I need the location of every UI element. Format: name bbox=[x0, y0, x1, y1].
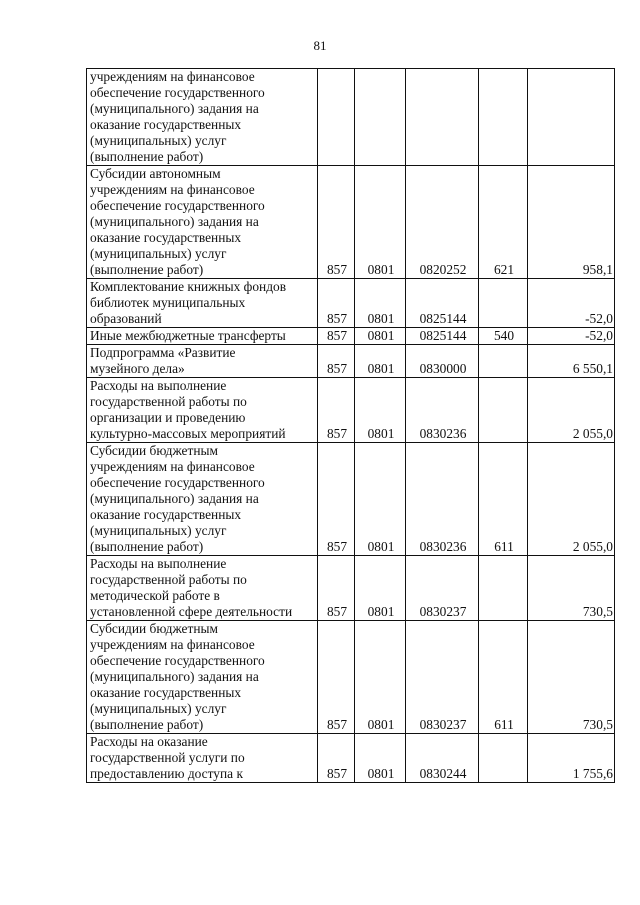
row-expense-type bbox=[479, 734, 528, 783]
row-target-code: 0825144 bbox=[406, 279, 479, 328]
row-ved: 857 bbox=[318, 621, 355, 734]
table-row bbox=[87, 378, 615, 443]
row-ved: 857 bbox=[318, 378, 355, 443]
table-row bbox=[87, 345, 615, 378]
row-name-cell bbox=[87, 166, 318, 279]
row-target-code bbox=[406, 69, 479, 166]
row-section: 0801 bbox=[355, 443, 406, 556]
row-section: 0801 bbox=[355, 556, 406, 621]
row-section: 0801 bbox=[355, 345, 406, 378]
row-sum: 1 755,6 bbox=[528, 734, 615, 783]
table-row bbox=[87, 443, 615, 556]
row-target-code: 0830000 bbox=[406, 345, 479, 378]
row-name-cell bbox=[87, 279, 318, 328]
table-row bbox=[87, 69, 615, 166]
row-name-cell bbox=[87, 69, 318, 166]
row-sum: 2 055,0 bbox=[528, 378, 615, 443]
row-target-code: 0820252 bbox=[406, 166, 479, 279]
row-name: Расходы на оказание государственной услуги по предоставлению доступа к bbox=[90, 734, 245, 781]
row-sum: 958,1 bbox=[528, 166, 615, 279]
page-number: 81 bbox=[313, 38, 327, 53]
row-name: Расходы на выполнение государственной работы по организации и проведению культурно-массовых мероприятий bbox=[90, 378, 286, 441]
row-ved: 857 bbox=[318, 556, 355, 621]
table-row bbox=[87, 621, 615, 734]
row-sum: 2 055,0 bbox=[528, 443, 615, 556]
row-expense-type bbox=[479, 345, 528, 378]
row-sum: 730,5 bbox=[528, 556, 615, 621]
row-section: 0801 bbox=[355, 734, 406, 783]
row-name-cell bbox=[87, 556, 318, 621]
row-name: Субсидии бюджетным учреждениям на финансовое обеспечение государственного (муниципального) задания на оказание государственных (муниципальных) услуг (выполнение работ) bbox=[90, 443, 265, 554]
row-sum: -52,0 bbox=[528, 279, 615, 328]
row-expense-type: 621 bbox=[479, 166, 528, 279]
row-target-code: 0830244 bbox=[406, 734, 479, 783]
row-expense-type bbox=[479, 556, 528, 621]
budget-table bbox=[86, 68, 615, 783]
row-ved: 857 bbox=[318, 734, 355, 783]
row-sum bbox=[528, 69, 615, 166]
row-section bbox=[355, 69, 406, 166]
row-expense-type: 540 bbox=[479, 328, 528, 345]
row-target-code: 0830237 bbox=[406, 556, 479, 621]
row-expense-type: 611 bbox=[479, 621, 528, 734]
table-row bbox=[87, 328, 615, 345]
row-ved: 857 bbox=[318, 345, 355, 378]
row-name: Расходы на выполнение государственной работы по методической работе в установленной сфере деятельности bbox=[90, 556, 293, 619]
row-name-cell bbox=[87, 378, 318, 443]
row-ved: 857 bbox=[318, 279, 355, 328]
row-name: Подпрограмма «Развитие музейного дела» bbox=[90, 345, 236, 376]
table-row bbox=[87, 734, 615, 783]
row-name: учреждениям на финансовое обеспечение государственного (муниципального) задания на оказание государственных (муниципальных) услуг (выполнение работ) bbox=[90, 69, 265, 164]
row-target-code: 0830237 bbox=[406, 621, 479, 734]
row-name-cell bbox=[87, 345, 318, 378]
row-section: 0801 bbox=[355, 328, 406, 345]
row-name: Иные межбюджетные трансферты bbox=[90, 328, 286, 343]
row-target-code: 0825144 bbox=[406, 328, 479, 345]
row-section: 0801 bbox=[355, 621, 406, 734]
row-name-cell bbox=[87, 621, 318, 734]
row-expense-type bbox=[479, 69, 528, 166]
row-ved: 857 bbox=[318, 328, 355, 345]
row-ved: 857 bbox=[318, 443, 355, 556]
row-sum: 730,5 bbox=[528, 621, 615, 734]
row-name-cell bbox=[87, 328, 318, 345]
row-section: 0801 bbox=[355, 166, 406, 279]
row-name: Субсидии автономным учреждениям на финансовое обеспечение государственного (муниципального) задания на оказание государственных (муниципальных) услуг (выполнение работ) bbox=[90, 166, 265, 277]
row-target-code: 0830236 bbox=[406, 378, 479, 443]
table-row bbox=[87, 279, 615, 328]
row-expense-type bbox=[479, 279, 528, 328]
row-target-code: 0830236 bbox=[406, 443, 479, 556]
row-sum: -52,0 bbox=[528, 328, 615, 345]
row-ved bbox=[318, 69, 355, 166]
row-section: 0801 bbox=[355, 378, 406, 443]
row-expense-type bbox=[479, 378, 528, 443]
row-name: Субсидии бюджетным учреждениям на финансовое обеспечение государственного (муниципального) задания на оказание государственных (муниципальных) услуг (выполнение работ) bbox=[90, 621, 265, 732]
table-row bbox=[87, 556, 615, 621]
row-name-cell bbox=[87, 443, 318, 556]
row-section: 0801 bbox=[355, 279, 406, 328]
row-name-cell bbox=[87, 734, 318, 783]
row-name: Комплектование книжных фондов библиотек муниципальных образований bbox=[90, 279, 287, 326]
row-expense-type: 611 bbox=[479, 443, 528, 556]
table-row bbox=[87, 166, 615, 279]
row-sum: 6 550,1 bbox=[528, 345, 615, 378]
row-ved: 857 bbox=[318, 166, 355, 279]
